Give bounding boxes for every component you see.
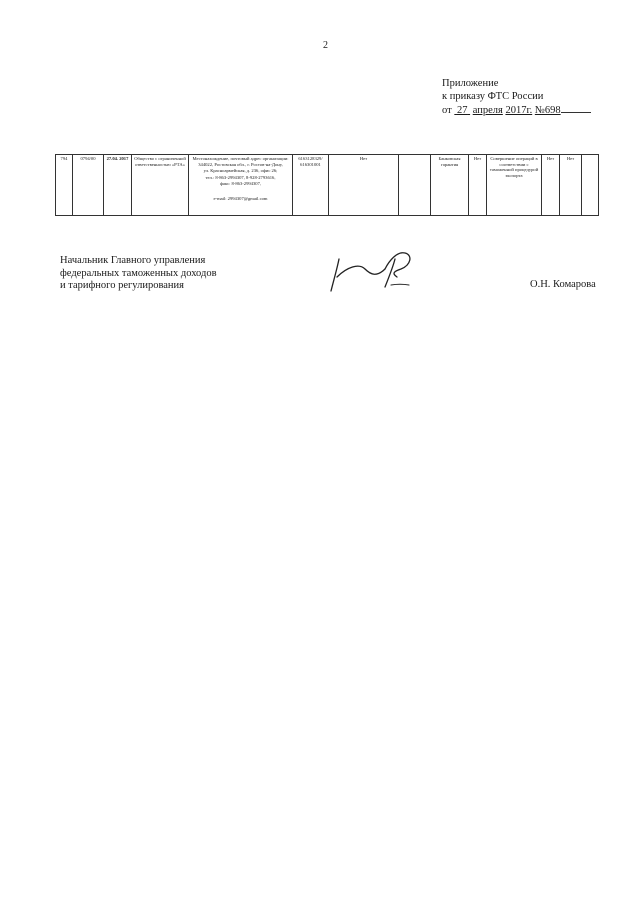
cell-no-4: Нет — [560, 155, 582, 216]
registry-table — [55, 154, 599, 216]
address-email: e-mail: 2994307@gmail.com — [213, 195, 268, 201]
cell-empty-2 — [582, 155, 599, 216]
cell-guarantee: Банковская гарантия — [431, 155, 469, 216]
position-line-3: и тарифного регулирования — [60, 280, 184, 291]
order-month: апреля — [472, 105, 503, 116]
appendix-order-date — [442, 103, 591, 118]
position-line-1: Начальник Главного управления — [60, 255, 206, 266]
order-day: 27 — [456, 105, 468, 116]
cell-no-3: Нет — [542, 155, 560, 216]
signature-block — [60, 255, 217, 293]
order-number-underline — [561, 103, 591, 113]
cell-seq: 794 — [56, 155, 73, 216]
cell-no-2: Нет — [469, 155, 487, 216]
page-number: 2 — [323, 40, 328, 51]
cell-no-1: Нет — [329, 155, 399, 216]
address-line: тел.: 8-863-2994307, 8-928-2793616, — [205, 174, 276, 180]
order-date-prefix: от — [442, 105, 452, 116]
cell-org-name: Общество с ограниченной ответственностью «РТА» — [132, 155, 189, 216]
appendix-order-ref: к приказу ФТС России — [442, 90, 544, 102]
cell-empty-1 — [399, 155, 431, 216]
address-line: ул. Красноармейская, д. 236, офис 26; — [203, 168, 278, 174]
appendix-title: Приложение — [442, 78, 499, 89]
order-number: №698 — [534, 105, 561, 116]
order-year: 2017г. — [505, 105, 533, 116]
address-line: Местонахождение, почтовый адрес организации: 344022, Ростовская обл., г. Ростов-на-Дону, — [192, 156, 289, 167]
position-line-2: федеральных таможенных доходов — [60, 267, 217, 279]
cell-reg-number: 0794/00 — [73, 155, 104, 216]
address-line: факс: 8-863-2994307, — [219, 181, 262, 187]
cell-date: 27.04. 2017 — [104, 155, 132, 216]
appendix-header — [442, 78, 591, 118]
cell-address — [189, 155, 293, 216]
cell-inn-kpp: 6163128329/ 616301001 — [293, 155, 329, 216]
table-row — [56, 155, 599, 216]
signatory-name: О.Н. Комарова — [530, 279, 596, 290]
cell-operations: Совершение операций в соответствии с таможенной процедурой экспорта — [487, 155, 542, 216]
handwritten-signature — [325, 247, 425, 295]
